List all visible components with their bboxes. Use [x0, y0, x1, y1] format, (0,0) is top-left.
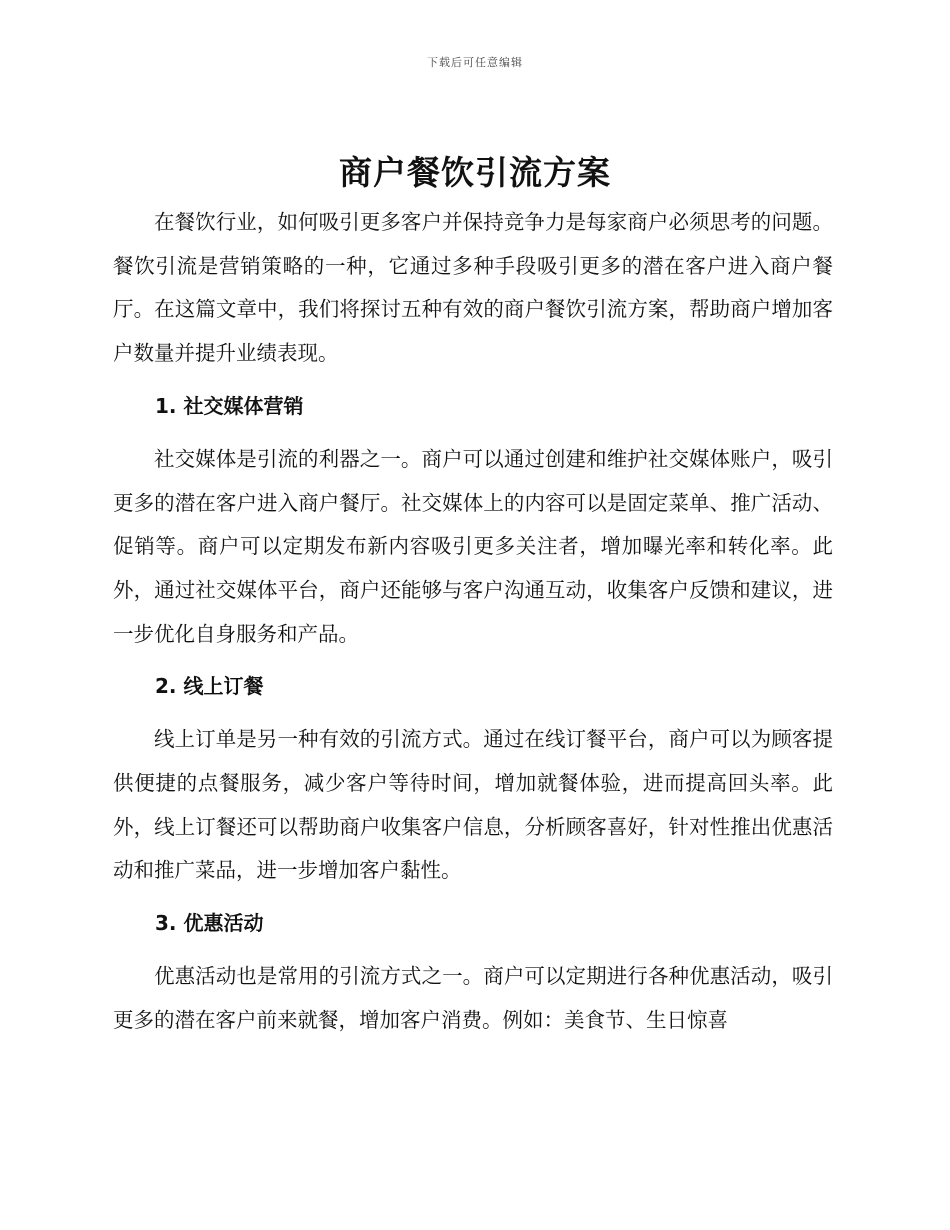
header-note: 下载后可任意编辑 — [427, 56, 523, 69]
section-heading-promotions: 3. 优惠活动 — [155, 911, 264, 936]
section-heading-online-ordering: 2. 线上订餐 — [155, 674, 264, 699]
intro-paragraph: 在餐饮行业，如何吸引更多客户并保持竞争力是每家商户必须思考的问题。餐饮引流是营销策略的一种，它通过多种手段吸引更多的潜在客户进入商户餐厅。在这篇文章中，我们将探讨五种有效的商户餐饮引流方案，帮助商户增加客户数量并提升业绩表现。 — [113, 210, 833, 366]
section-body-social-media: 社交媒体是引流的利器之一。商户可以通过创建和维护社交媒体账户，吸引更多的潜在客户进入商户餐厅。社交媒体上的内容可以是固定菜单、推广活动、促销等。商户可以定期发布新内容吸引更多关注者，增加曝光率和转化率。此外，通过社交媒体平台，商户还能够与客户沟通互动，收集客户反馈和建议，进一步优化自身服务和产品。 — [113, 446, 833, 646]
section-heading-social-media: 1. 社交媒体营销 — [155, 393, 304, 418]
document-body — [113, 201, 833, 1043]
section-body-promotions: 优惠活动也是常用的引流方式之一。商户可以定期进行各种优惠活动，吸引更多的潜在客户前来就餐，增加客户消费。例如：美食节、生日惊喜 — [113, 964, 833, 1032]
document-title: 商户餐饮引流方案 — [339, 153, 611, 192]
section-body-online-ordering: 线上订单是另一种有效的引流方式。通过在线订餐平台，商户可以为顾客提供便捷的点餐服务，减少客户等待时间，增加就餐体验，进而提高回头率。此外，线上订餐还可以帮助商户收集客户信息，分析顾客喜好，针对性推出优惠活动和推广菜品，进一步增加客户黏性。 — [113, 727, 833, 883]
